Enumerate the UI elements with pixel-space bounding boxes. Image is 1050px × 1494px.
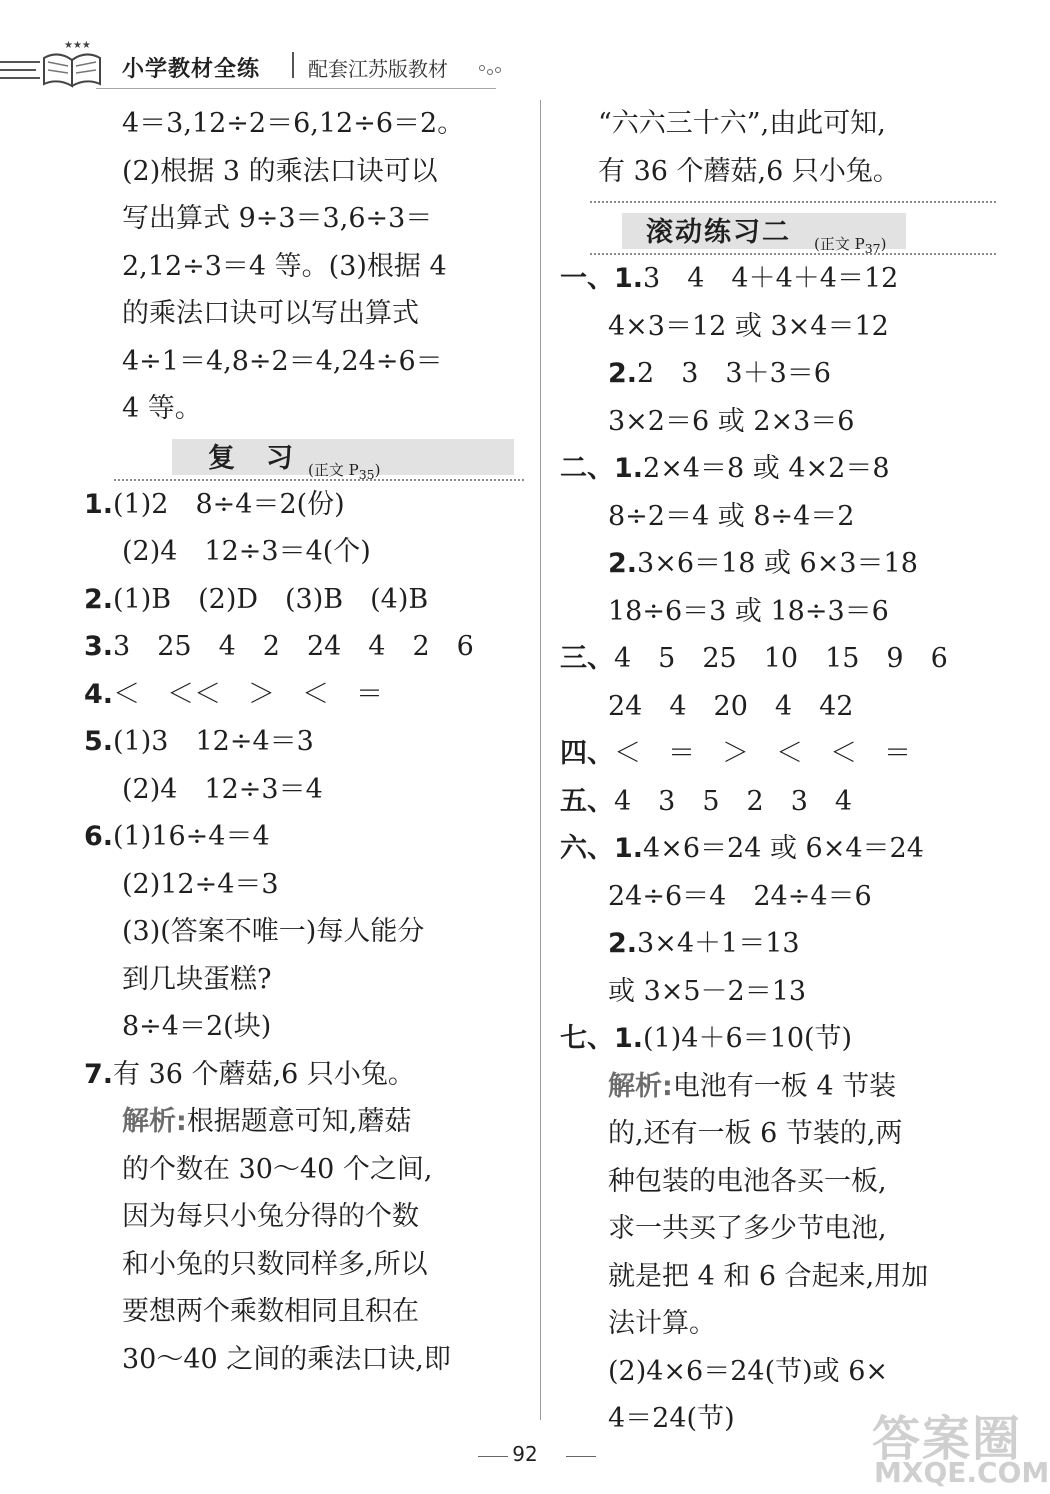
answer-5-part-2: (2)4 12÷3＝4 (122, 773, 323, 805)
text-line: 4 等。 (122, 393, 202, 424)
watermark-url: MXQE.COM (874, 1456, 1050, 1489)
analysis-line: 求一共买了多少节电池, (608, 1213, 887, 1244)
brand-title: 小学教材全练 (122, 57, 261, 82)
answer-3: 3.3 25 4 2 24 4 2 6 (84, 631, 474, 662)
part-1: 一、1.3 4 4＋4＋4＝12 (560, 263, 899, 294)
part-2: 二、1.2×4＝8 或 4×2＝8 (560, 453, 890, 484)
column-divider (540, 100, 541, 1420)
book-logo-icon (0, 40, 110, 96)
part-6-q2: 2.3×4＋1＝13 (608, 928, 800, 959)
part-2-line: 18÷6＝3 或 18÷3＝6 (608, 595, 889, 627)
review-title: 复 习 (208, 442, 295, 474)
part-2-q2: 2.3×6＝18 或 6×3＝18 (608, 548, 918, 579)
answer-4: 4.＜ ＜＜ ＞ ＜ ＝ (84, 678, 384, 710)
rolling-title: 滚动练习二 (646, 217, 791, 248)
text-line: 2,12÷3＝4 等。(3)根据 4 (122, 250, 447, 282)
analysis-line: 的,还有一板 6 节装的,两 (608, 1118, 903, 1149)
watermark-logo (868, 1400, 1048, 1492)
part-1-line: 4×3＝12 或 3×4＝12 (608, 310, 889, 342)
dotted-separator (114, 479, 524, 481)
review-section-header (84, 433, 524, 481)
part-7: 七、1.(1)4＋6＝10(节) (560, 1023, 853, 1054)
text-line: 有 36 个蘑菇,6 只小兔。 (598, 155, 900, 187)
edition-label: 配套江苏版教材 (308, 57, 448, 81)
analysis-line: 要想两个乘数相同且积在 (122, 1296, 419, 1327)
answer-6-part-3-cont: 到几块蛋糕? (122, 963, 272, 995)
analysis-line: 因为每只小兔分得的个数 (122, 1201, 419, 1232)
answer-5: 5.(1)3 12÷4＝3 (84, 726, 314, 757)
answer-6: 6.(1)16÷4＝4 (84, 821, 270, 852)
rolling-section-header (560, 207, 996, 255)
text-line: 的乘法口诀可以写出算式 (122, 298, 419, 329)
part-7-line: 4＝24(节) (608, 1403, 735, 1434)
analysis-line: 的个数在 30～40 个之间, (122, 1153, 433, 1185)
right-column (560, 100, 996, 1443)
text-line: 4÷1＝4,8÷2＝4,24÷6＝ (122, 345, 443, 377)
answer-6-part-2: (2)12÷4＝3 (122, 868, 279, 900)
part-6-line: 或 3×5－2＝13 (608, 975, 807, 1007)
analysis-line: 法计算。 (608, 1308, 716, 1339)
text-line: 4＝3,12÷2＝6,12÷6＝2。 (122, 108, 465, 139)
analysis-line: 种包装的电池各买一板, (608, 1165, 887, 1197)
part-7-line: (2)4×6＝24(节)或 6× (608, 1355, 889, 1387)
part-6: 六、1.4×6＝24 或 6×4＝24 (560, 833, 924, 864)
svg-text:★★★: ★★★ (64, 40, 91, 51)
answer-2: 2.(1)B (2)D (3)B (4)B (84, 583, 429, 615)
text-line: 写出算式 9÷3＝3,6÷3＝ (122, 203, 433, 234)
analysis-line: 和小兔的只数同样多,所以 (122, 1248, 428, 1280)
part-5: 五、4 3 5 2 3 4 (560, 785, 853, 817)
answer-7: 7.有 36 个蘑菇,6 只小兔。 (84, 1058, 415, 1090)
footer-rule (566, 1456, 596, 1457)
left-column (84, 100, 524, 1383)
review-page-ref: (正文 $P_{35}$) (308, 460, 381, 482)
page-number: 92 (512, 1442, 538, 1466)
decorative-dots-icon (478, 64, 506, 76)
part-1-q2: 2.2 3 3＋3＝6 (608, 358, 831, 389)
answer-6-part-3: (3)(答案不唯一)每人能分 (122, 916, 425, 947)
watermark-text: 答案圈 (872, 1411, 1023, 1467)
analysis-label: 解析: (608, 1070, 673, 1102)
dotted-separator (590, 253, 996, 255)
answer-6-part-3-eq: 8÷4＝2(块) (122, 1011, 272, 1042)
text-line: (2)根据 3 的乘法口诀可以 (122, 155, 438, 187)
page-header (0, 40, 1050, 96)
part-1-line: 3×2＝6 或 2×3＝6 (608, 405, 855, 437)
part-2-line: 8÷2＝4 或 8÷4＝2 (608, 500, 855, 532)
analysis-line: 30～40 之间的乘法口诀,即 (122, 1343, 451, 1375)
part-4: 四、＜ ＝ ＞ ＜ ＜ ＝ (560, 738, 911, 769)
analysis-label: 解析: (122, 1106, 187, 1137)
answer-7-analysis: 解析:根据题意可知,蘑菇 (122, 1106, 412, 1137)
header-underline (96, 88, 496, 89)
analysis-line: 就是把 4 和 6 合起来,用加 (608, 1260, 929, 1292)
rolling-page-ref: (正文 $P_{37}$) (814, 235, 887, 256)
header-separator (292, 52, 294, 78)
text-line: “六六三十六”,由此可知, (598, 108, 886, 139)
part-7-analysis: 解析:电池有一板 4 节装 (608, 1070, 897, 1102)
part-3: 三、4 5 25 10 15 9 6 (560, 643, 948, 674)
part-6-line: 24÷6＝4 24÷4＝6 (608, 880, 872, 912)
answer-1-part-2: (2)4 12÷3＝4(个) (122, 536, 371, 567)
answer-1: 1.(1)2 8÷4＝2(份) (84, 488, 345, 520)
part-3-line: 24 4 20 4 42 (608, 690, 854, 722)
dotted-separator (590, 201, 996, 203)
